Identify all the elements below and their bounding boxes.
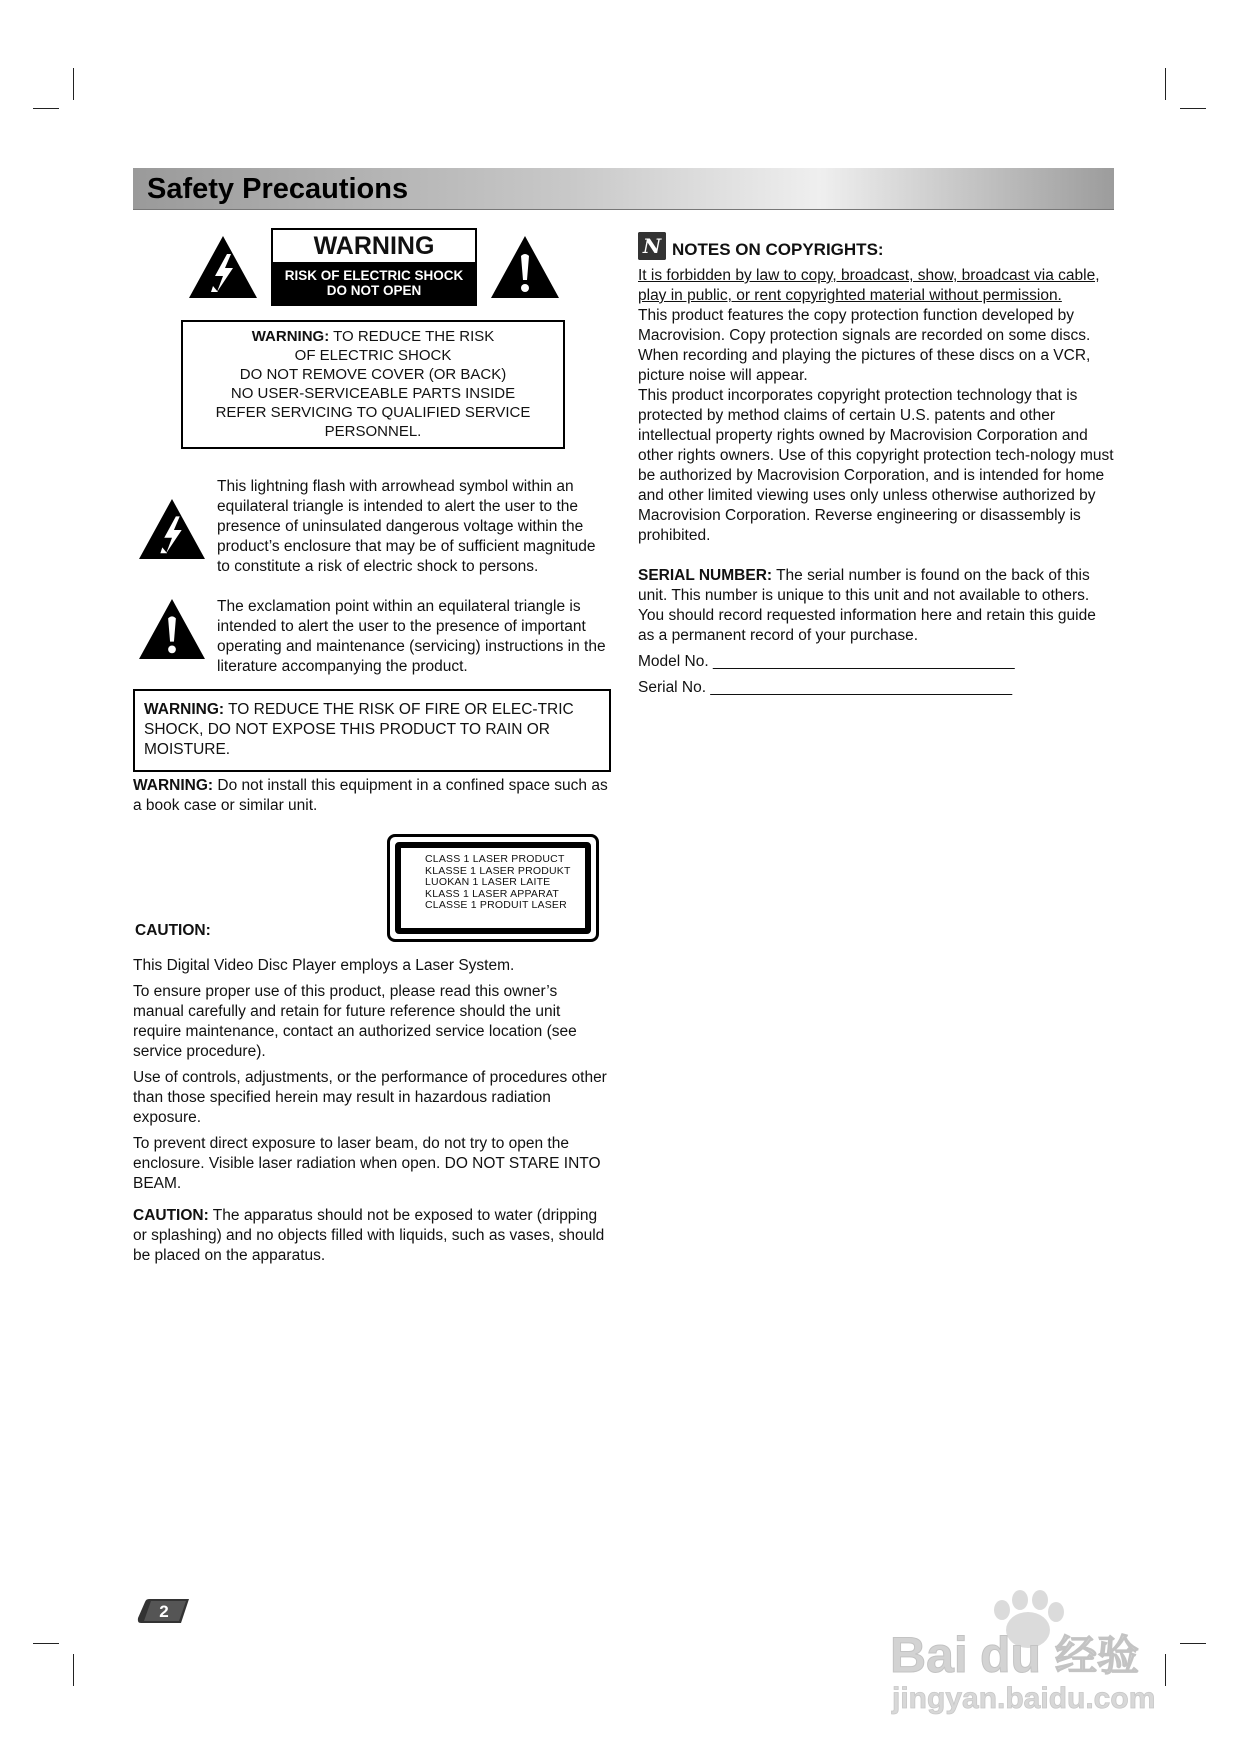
copyright-heading: NOTES ON COPYRIGHTS: [672,240,884,259]
warning-line: DO NOT REMOVE COVER (OR BACK) [239,366,507,383]
copyright-paragraph: This product features the copy protection function developed by Macrovision. Copy protection signals are recorded on some discs. When recording and playing the pictures of these discs on a VCR, picture noise will appear. [638,307,1091,384]
warning-line: PERSONNEL. [324,423,422,440]
warning-text: TO REDUCE THE RISK OF FIRE OR ELEC-TRIC SHOCK, DO NOT EXPOSE THIS PRODUCT TO RAIN OR MOISTURE. [144,701,574,758]
page-number-badge [137,1598,191,1624]
laser-label-line: CLASS 1 LASER PRODUCT [425,853,565,865]
lightning-symbol-explanation [133,477,611,577]
baidu-watermark [880,1590,1180,1720]
page-title: Safety Precautions [147,173,409,205]
watermark-url: jingyan.baidu.com [892,1682,1156,1715]
watermark-cn: 经验 [1055,1631,1140,1680]
copyright-paragraph: This product incorporates copyright protection technology that is protected by method claims of certain U.S. patents and other intellectual property rights owned by Macrovision Corporation and other rights owners. Use of this copyright protection tech-nology must be authorized by Macrovision Corporation, and is intended for home and other limited viewing uses only unless otherwise authorized by Macrovision Corporation. Reverse engineering or disassembly is prohibited. [638,387,1114,544]
watermark-brand: Bai [890,1627,968,1683]
warning-lead: WARNING: [133,777,214,794]
exclamation-triangle-icon [137,597,207,661]
confined-space-warning [133,776,611,816]
section-header [133,168,1114,210]
warning-title: WARNING [313,232,435,260]
copyright-legal-notice: It is forbidden by law to copy, broadcast, show, broadcast via cable, play in public, or rent copyrighted material without permission. [638,267,1100,304]
warning-line: OF ELECTRIC SHOCK [294,347,452,364]
water-caution [133,1206,611,1266]
warning-line: REFER SERVICING TO QUALIFIED SERVICE [215,404,531,421]
serial-number-line: Serial No. ___________________________________ [638,679,1013,696]
laser-label-line: KLASS 1 LASER APPARAT [425,887,559,900]
serial-text: The serial number is found on the back of this unit. This number is unique to this unit and not available to others. You should record requested information here and retain this guide as a permanent record of your purchase. [638,567,1096,644]
warning-band-line: RISK OF ELECTRIC SHOCK [284,268,464,283]
warning-label-graphic [133,226,611,312]
lightning-triangle-icon [137,497,207,561]
caution-paragraph: To prevent direct exposure to laser beam, do not try to open the enclosure. Visible laser radiation when open. DO NOT STARE INTO BEAM. [133,1135,601,1192]
exclamation-description: The exclamation point within an equilateral triangle is intended to alert the user to the presence of important operating and maintenance (servicing) instructions in the literature accompanying the product. [217,598,606,675]
laser-label-line: KLASSE 1 LASER PRODUKT [425,864,571,877]
caution-paragraph: To ensure proper use of this product, please read this owner’s manual carefully and retain for future reference should the unit require maintenance, contact an authorized service location (see service procedure). [133,983,577,1060]
fire-shock-warning-box [133,689,611,772]
warning-text: TO REDUCE THE RISK [329,328,495,345]
warning-band [273,262,475,304]
caution-text: The apparatus should not be exposed to water (dripping or splashing) and no objects filled with liquids, such as vases, should be placed on the apparatus. [133,1207,605,1264]
warning-line: NO USER-SERVICEABLE PARTS INSIDE [230,385,516,402]
crop-mark [73,1654,74,1686]
exclamation-triangle-icon [489,234,561,300]
caution-paragraph: Use of controls, adjustments, or the performance of procedures other than those specified herein may result in hazardous radiation exposure. [133,1069,607,1126]
caution-lead: CAUTION: [133,1207,209,1224]
laser-label-line: LUOKAN 1 LASER LAITE [425,876,551,888]
crop-mark [73,68,74,100]
laser-label-text [395,842,591,934]
lightning-description: This lightning flash with arrowhead symbol within an equilateral triangle is intended to alert the user to the presence of uninsulated dangerous voltage within the product’s enclosure that may be of sufficient magnitude to constitute a risk of electric shock to persons. [217,478,596,575]
model-number-line: Model No. ___________________________________ [638,653,1015,670]
exclamation-symbol-explanation [133,597,611,677]
right-column [638,232,1116,698]
watermark-brand2: du [980,1627,1042,1683]
laser-label-row [133,834,611,952]
crop-mark [1165,68,1166,100]
electric-shock-warning-box [181,320,565,449]
copyright-heading-row [638,232,1116,262]
laser-product-label [387,834,599,942]
page-number: 2 [159,1602,169,1621]
laser-label-line: CLASSE 1 PRODUIT LASER [425,899,567,911]
caution-heading: CAUTION: [135,922,211,939]
serial-number-paragraph [638,566,1116,646]
crop-mark [1180,1643,1206,1644]
warning-lead: WARNING: [144,701,225,718]
note-icon [638,232,666,260]
warning-band-line: DO NOT OPEN [326,283,422,298]
crop-mark [33,1643,59,1644]
serial-lead: SERIAL NUMBER: [638,567,773,584]
note-icon-letter: N [642,234,662,258]
caution-paragraph: This Digital Video Disc Player employs a Laser System. [133,957,515,974]
crop-mark [33,108,59,109]
crop-mark [1180,108,1206,109]
lightning-triangle-icon [187,234,259,300]
warning-lead: WARNING: [251,328,330,345]
left-column [133,226,611,1266]
warning-text: Do not install this equipment in a confined space such as a book case or similar unit. [133,777,608,814]
warning-box [271,228,477,306]
